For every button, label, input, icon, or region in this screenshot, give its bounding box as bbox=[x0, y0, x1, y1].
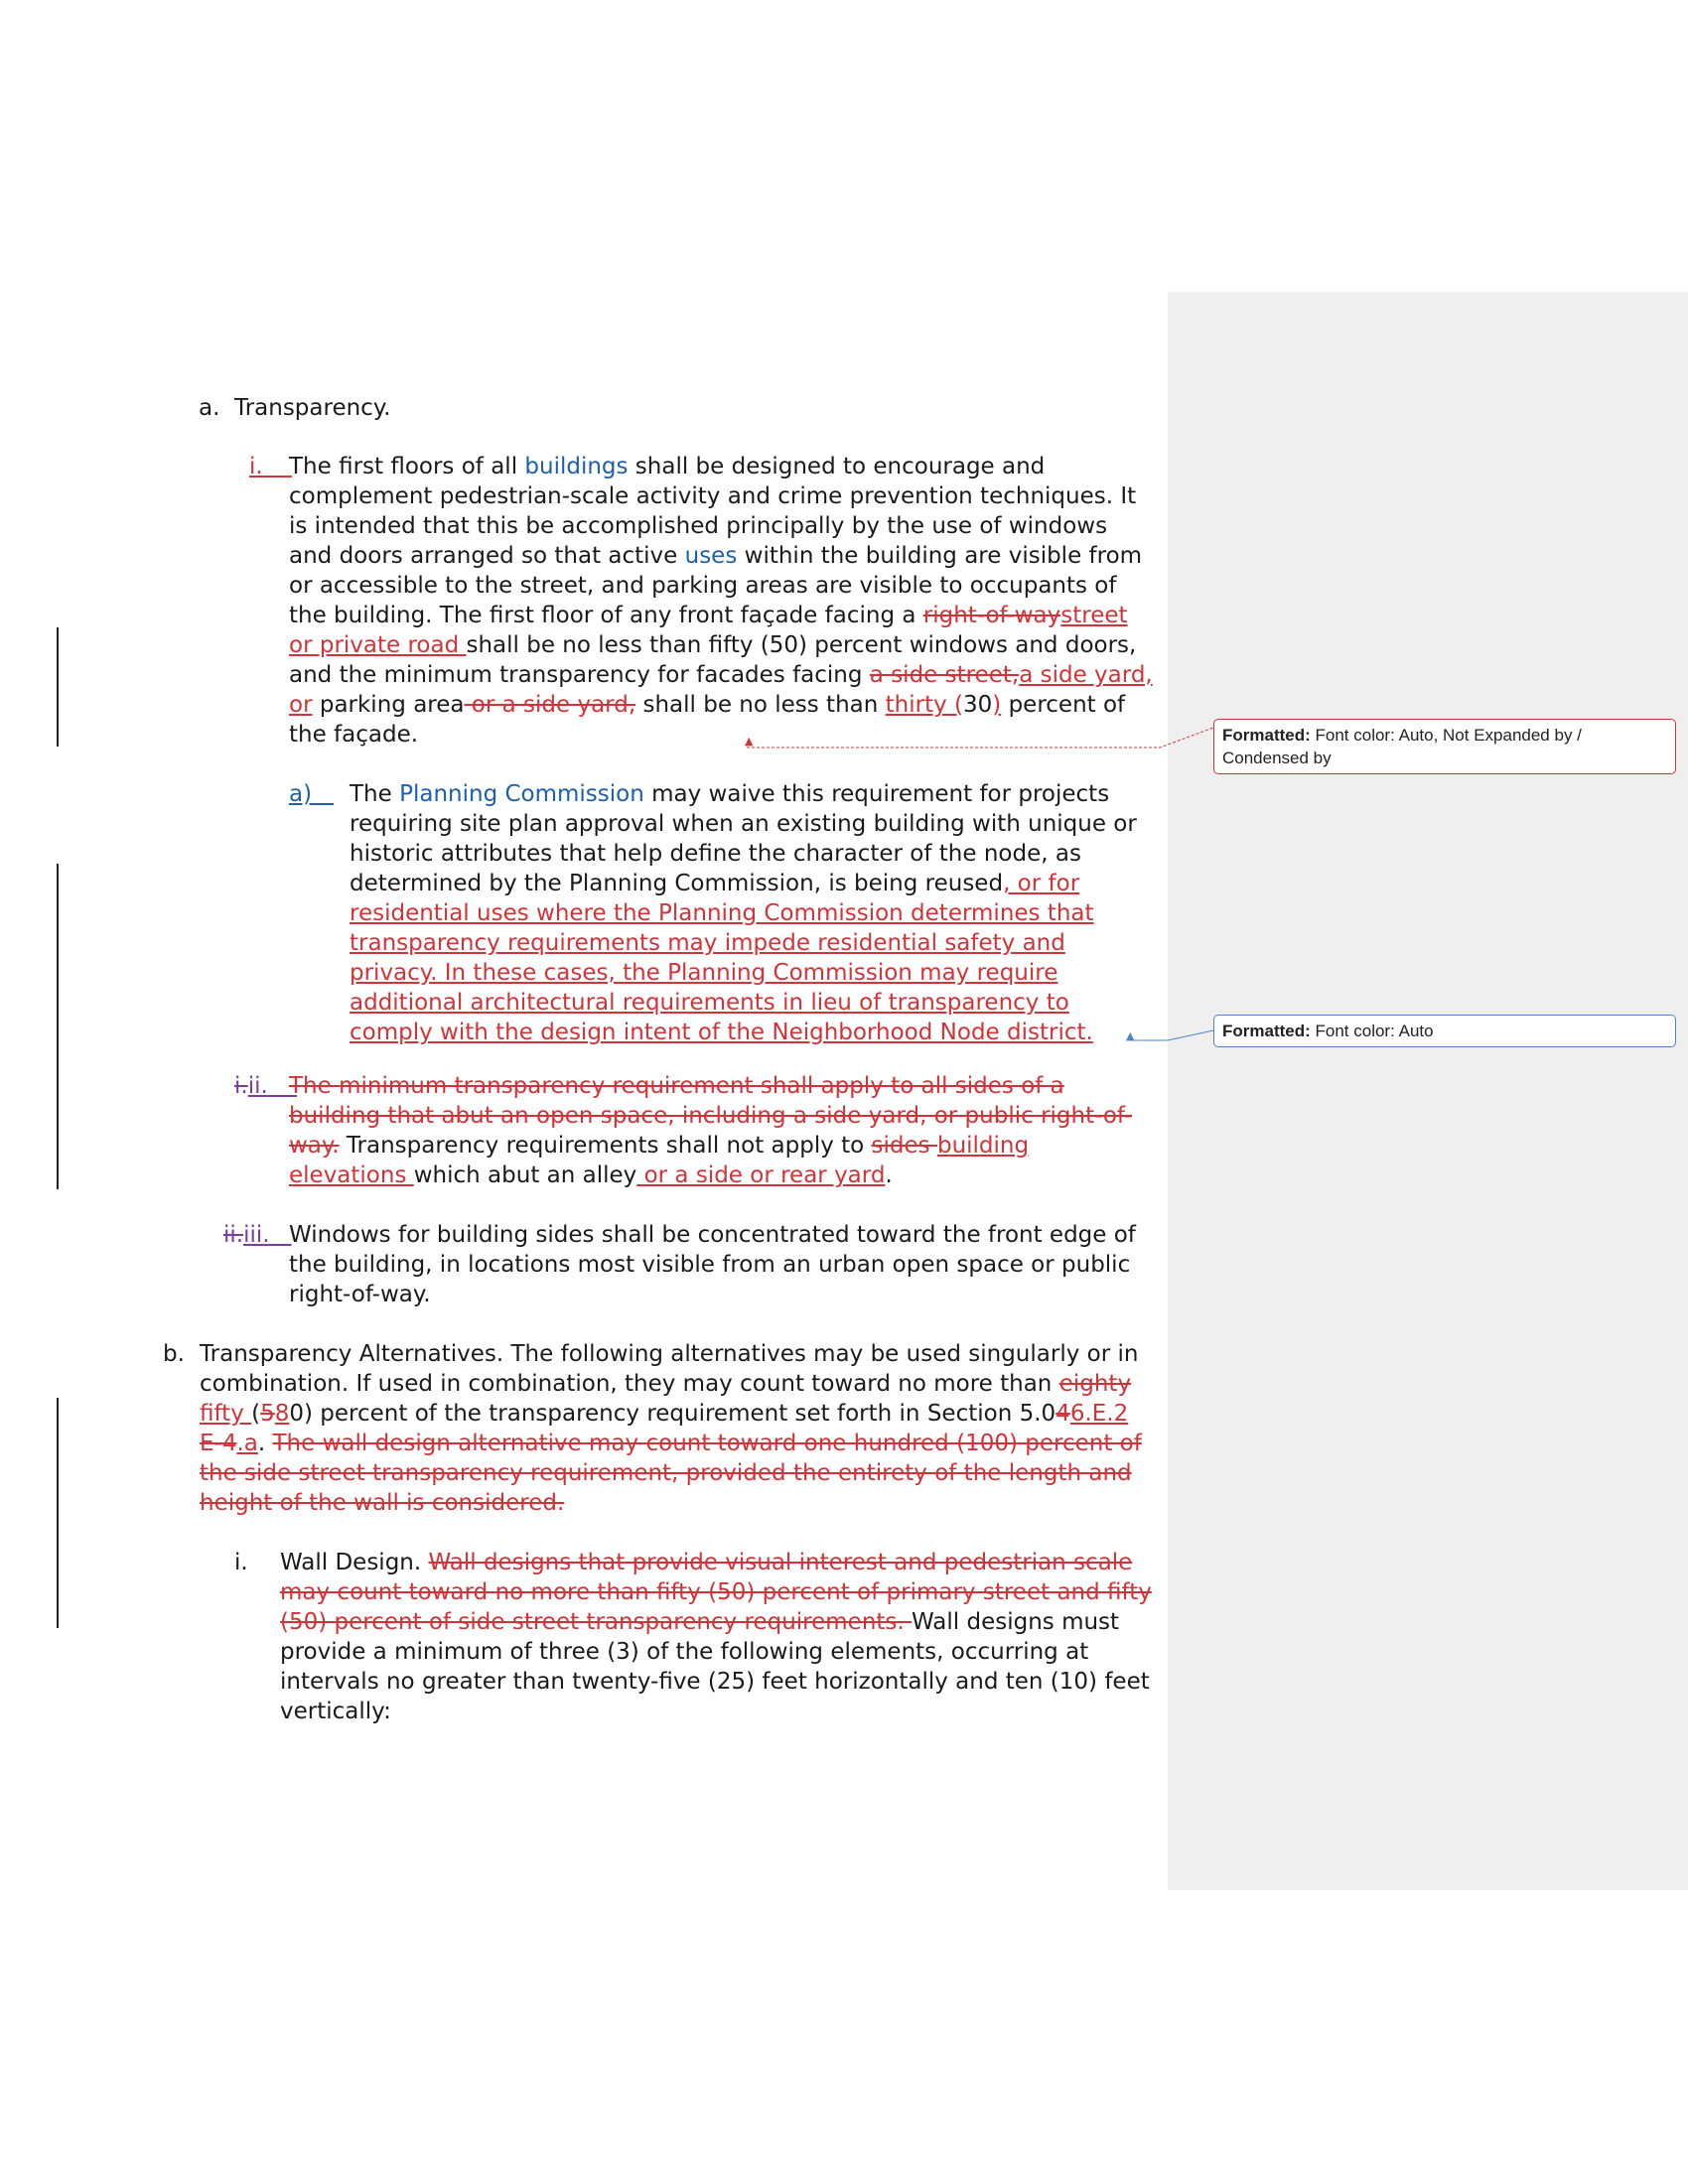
item-ii-marker: i.ii. bbox=[234, 1073, 268, 1099]
deletion: right-of-way bbox=[922, 603, 1061, 628]
item-i-a-marker: a) bbox=[289, 781, 313, 807]
insertion: or a side or rear yard bbox=[636, 1162, 886, 1188]
item-i-marker: i. bbox=[249, 454, 263, 479]
item-i-a-paragraph: The Planning Commission may waive this requirement for projects requiring site plan approval when an existing building with unique or historic attributes that help define the character of the node, as determined by the Planning Commission, is being reused, or for residential uses where the Planning Commission determines that transparency requirements may impede residential safety and privacy. In these cases, the Planning Commission may require additional architectural requirements in lieu of transparency to comply with the design intent of the Neighborhood Node district. bbox=[350, 781, 1137, 1045]
insertion: ) bbox=[992, 692, 1002, 718]
insertion: fifty bbox=[200, 1401, 252, 1427]
defined-term-buildings[interactable]: buildings bbox=[524, 454, 629, 479]
insertion: 6.E.2 bbox=[1069, 1401, 1129, 1427]
section-b-paragraph: Transparency Alternatives. The following alternatives may be used singularly or in combination. If used in combination, they may count toward no more than eighty fifty (580) percent of the transparency requirement set forth in Section 5.046.E.2 E-4.a. The wall design alternative may count toward one hundred (100) percent of the side street transparency requirement, provided the entirety of the length and height of the wall is considered. bbox=[200, 1341, 1142, 1516]
item-iii-paragraph: Windows for building sides shall be concentrated toward the front edge of the building, in locations most visible from an urban open space or public right-of-way. bbox=[289, 1222, 1136, 1307]
item-ii-paragraph: The minimum transparency requirement shall apply to all sides of a building that abut an open space, including a side yard, or public right-of-way. Transparency requirements shall not apply to sides building elevations which abut an alley or a side or rear yard. bbox=[289, 1073, 1133, 1188]
section-a-title: Transparency. bbox=[234, 395, 391, 421]
deletion: or a side yard, bbox=[464, 692, 636, 718]
item-b-i-paragraph: Wall Design. Wall designs that provide visual interest and pedestrian scale may count toward no more than fifty (50) percent of primary street and fifty (50) percent of side street transparency requirements. Wall designs must provide a minimum of three (3) of the following elements, occurring at intervals no greater than twenty-five (25) feet horizontally and ten (10) feet vertically: bbox=[280, 1550, 1152, 1724]
insertion: or private road bbox=[289, 632, 467, 658]
format-anchor-marker: ▲ bbox=[745, 735, 754, 748]
defined-term-uses[interactable]: uses bbox=[684, 543, 738, 569]
comment-balloon-1[interactable]: Formatted: Font color: Auto, Not Expanded by / Condensed by bbox=[1213, 719, 1676, 774]
deletion: 5 bbox=[260, 1401, 275, 1427]
markup-pane bbox=[1168, 292, 1688, 1890]
insertion: 8 bbox=[274, 1401, 290, 1427]
insertion: .a bbox=[236, 1431, 258, 1456]
section-a bbox=[199, 393, 1092, 423]
item-b-i-marker: i. bbox=[234, 1550, 248, 1575]
deletion: a side street, bbox=[869, 662, 1020, 688]
comment-balloon-2[interactable]: Formatted: Font color: Auto bbox=[1213, 1015, 1676, 1047]
insertion: building elevations bbox=[289, 1133, 1030, 1188]
deletion: E-4 bbox=[200, 1431, 237, 1456]
insertion: thirty ( bbox=[885, 692, 963, 718]
insertion: , or for residential uses where the Planning Commission determines that transparency requirements may impede residential safety and privacy. In these cases, the Planning Commission may require additional architectural requirements in lieu of transparency to comply with the design intent of the Neighborhood Node district. bbox=[350, 871, 1094, 1045]
deletion: eighty bbox=[1058, 1371, 1132, 1397]
deletion: Wall designs that provide visual interest and pedestrian scale may count toward no more than fifty (50) percent of primary street and fifty (50) percent of side street transparency requirements. bbox=[280, 1550, 1152, 1635]
deletion: sides bbox=[871, 1133, 937, 1159]
insertion: street bbox=[1060, 603, 1128, 628]
item-i-paragraph: The first floors of all buildings shall be designed to encourage and complement pedestrian-scale activity and crime prevention techniques. It is intended that this be accomplished principally by the use of windows and doors arranged so that active uses within the building are visible from or accessible to the street, and parking areas are visible to occupants of the building. The first floor of any front façade facing a right-of-waystreet or private road shall be no less than fifty (50) percent windows and doors, and the minimum transparency for facades facing a side street,a side yard, or parking area or a side yard, shall be no less than thirty (30) percent of the façade. bbox=[289, 454, 1153, 748]
defined-term-planning-commission[interactable]: Planning Commission bbox=[399, 781, 644, 807]
item-iii-marker: ii.iii. bbox=[223, 1222, 270, 1248]
section-a-marker: a. bbox=[199, 395, 220, 421]
deletion: 4 bbox=[1055, 1401, 1070, 1427]
format-anchor-marker: ▲ bbox=[1126, 1029, 1135, 1042]
section-b-marker: b. bbox=[163, 1341, 185, 1367]
deletion: The minimum transparency requirement shall apply to all sides of a building that abut an open space, including a side yard, or public right-of-way. bbox=[289, 1073, 1133, 1159]
insertion: a side yard, or bbox=[289, 662, 1153, 718]
deletion: The wall design alternative may count toward one hundred (100) percent of the side street transparency requirement, provided the entirety of the length and height of the wall is considered. bbox=[200, 1431, 1142, 1516]
